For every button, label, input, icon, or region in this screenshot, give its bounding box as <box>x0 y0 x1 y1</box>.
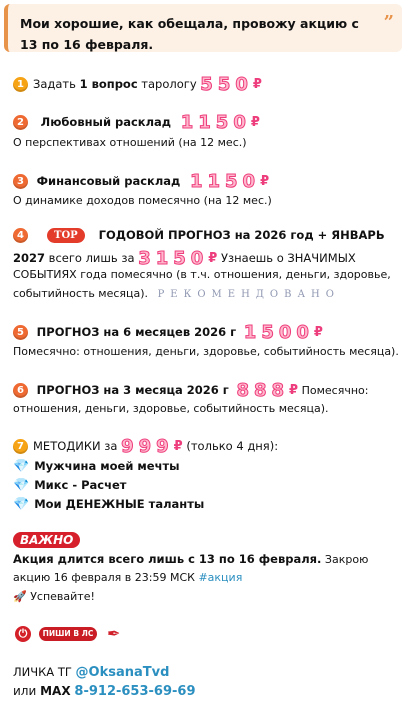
write-dm-icon: ПИШИ В ЛС <box>39 627 97 641</box>
offer-3-title: Финансовый расклад <box>36 174 181 188</box>
important-close: акцию 16 февраля в 23:59 МСК <box>13 571 199 584</box>
offer-5-title: ПРОГНОЗ на 6 месяцев 2026 г <box>36 325 237 339</box>
number-4-icon: 4 <box>13 228 28 243</box>
offer-4-after: Узнаешь о ЗНАЧИМЫХ <box>217 251 356 265</box>
number-2-icon: 2 <box>13 115 28 130</box>
max-label: MAX <box>40 684 71 698</box>
offer-1-bold: 1 вопрос <box>79 77 138 91</box>
important-row <box>13 532 80 548</box>
offer-7 <box>13 436 278 457</box>
method-item <box>13 497 204 512</box>
important-bold: Акция длится всего лишь с 13 по 16 февраля. <box>13 552 322 566</box>
offer-4 <box>13 228 385 243</box>
offer-6-title: ПРОГНОЗ на 3 месяца 2026 г <box>36 383 229 397</box>
offer-7-after: (только 4 дня): <box>182 439 279 453</box>
offer-2 <box>13 112 260 133</box>
offer-4-desc-2: событийность месяца). <box>13 287 149 300</box>
ruble-icon: ₽ <box>260 174 270 189</box>
number-6-icon: 6 <box>13 383 28 398</box>
offer-3 <box>13 171 269 192</box>
rocket-icon: 🚀 <box>13 590 27 603</box>
important-text-1 <box>13 552 368 566</box>
method-label: Мои ДЕНЕЖНЫЕ таланты <box>34 497 205 511</box>
intro-text: Мои хорошие, как обещала, провожу акцию с 13 по 16 февраля. <box>20 16 359 52</box>
offer-6-price: 888 <box>236 380 290 401</box>
offer-1-post: тарологу <box>137 77 197 91</box>
method-label: Микс - Расчет <box>34 478 127 492</box>
method-item <box>13 459 180 474</box>
offer-2-desc: О перспективах отношений (на 12 мес.) <box>13 136 247 149</box>
max-phone-link[interactable]: 8-912-653-69-69 <box>74 684 196 699</box>
important-badge: ВАЖНО <box>13 532 80 548</box>
offer-1-pre: Задать <box>33 77 80 91</box>
number-1-icon: 1 <box>13 77 28 92</box>
hurry-row <box>13 590 95 603</box>
gem-icon: 💎 <box>13 497 30 512</box>
number-3-icon: 3 <box>13 174 28 189</box>
offer-4-price: 3150 <box>138 248 209 269</box>
gem-icon: 💎 <box>13 459 30 474</box>
max-contact <box>13 684 196 699</box>
ruble-icon: ₽ <box>252 77 262 92</box>
hurry-text: Успевайте! <box>30 590 95 603</box>
intro-quote <box>4 4 402 52</box>
offer-3-price: 1150 <box>189 171 261 192</box>
tg-label: ЛИЧКА ТГ <box>13 665 76 679</box>
method-item <box>13 478 126 493</box>
offer-2-title: Любовный расклад <box>40 115 172 129</box>
offer-4-mid: всего лишь за <box>45 251 139 265</box>
ruble-icon: ₽ <box>289 383 299 398</box>
offer-6-after: Помесячно: <box>298 384 369 397</box>
number-5-icon: 5 <box>13 325 28 340</box>
offer-3-desc: О динамике доходов помесячно (на 12 мес.) <box>13 194 272 207</box>
tg-contact <box>13 665 169 680</box>
ruble-icon: ₽ <box>250 115 260 130</box>
quill-icon: ✒ <box>107 624 121 643</box>
max-pre: или <box>13 684 41 698</box>
quote-icon: ” <box>383 12 394 33</box>
offer-5-price: 1500 <box>243 322 314 343</box>
hashtag-link[interactable]: #акция <box>198 571 243 584</box>
offer-7-price: 999 <box>121 436 174 457</box>
offer-5-desc: Помесячно: отношения, деньги, здоровье, событийность месяца). <box>13 345 399 358</box>
offer-4-title-a: ГОДОВОЙ ПРОГНОЗ на 2026 год + ЯНВАРЬ <box>98 228 385 242</box>
offer-1-price: 550 <box>200 74 253 95</box>
offer-4-line2 <box>13 248 356 269</box>
top-badge: TOP <box>47 228 85 243</box>
important-tail: Закрою <box>321 553 369 566</box>
ruble-icon: ₽ <box>173 439 183 454</box>
offer-6-desc: отношения, деньги, здоровье, событийность месяца). <box>13 402 329 415</box>
offer-5 <box>13 322 323 343</box>
number-7-icon: 7 <box>13 439 28 454</box>
important-text-2 <box>13 571 242 584</box>
ruble-icon: ₽ <box>208 251 218 266</box>
recommended-label: РЕКОМЕНДОВАНО <box>157 289 340 300</box>
offer-4-title-b: 2027 <box>13 251 46 265</box>
power-icon: ⏻ <box>15 626 31 642</box>
offer-4-desc-2-row <box>13 287 340 300</box>
offer-4-desc-1: СОБЫТИЯХ года помесячно (в т.ч. отношения, деньги, здоровье, <box>13 268 391 281</box>
offer-6 <box>13 380 368 401</box>
ruble-icon: ₽ <box>313 325 323 340</box>
offer-1 <box>13 74 262 95</box>
tg-handle-link[interactable]: @OksanaTvd <box>75 665 170 680</box>
offer-2-price: 1150 <box>180 112 251 133</box>
offer-7-title: МЕТОДИКИ за <box>33 439 122 453</box>
gem-icon: 💎 <box>13 478 30 493</box>
method-label: Мужчина моей мечты <box>34 459 180 473</box>
